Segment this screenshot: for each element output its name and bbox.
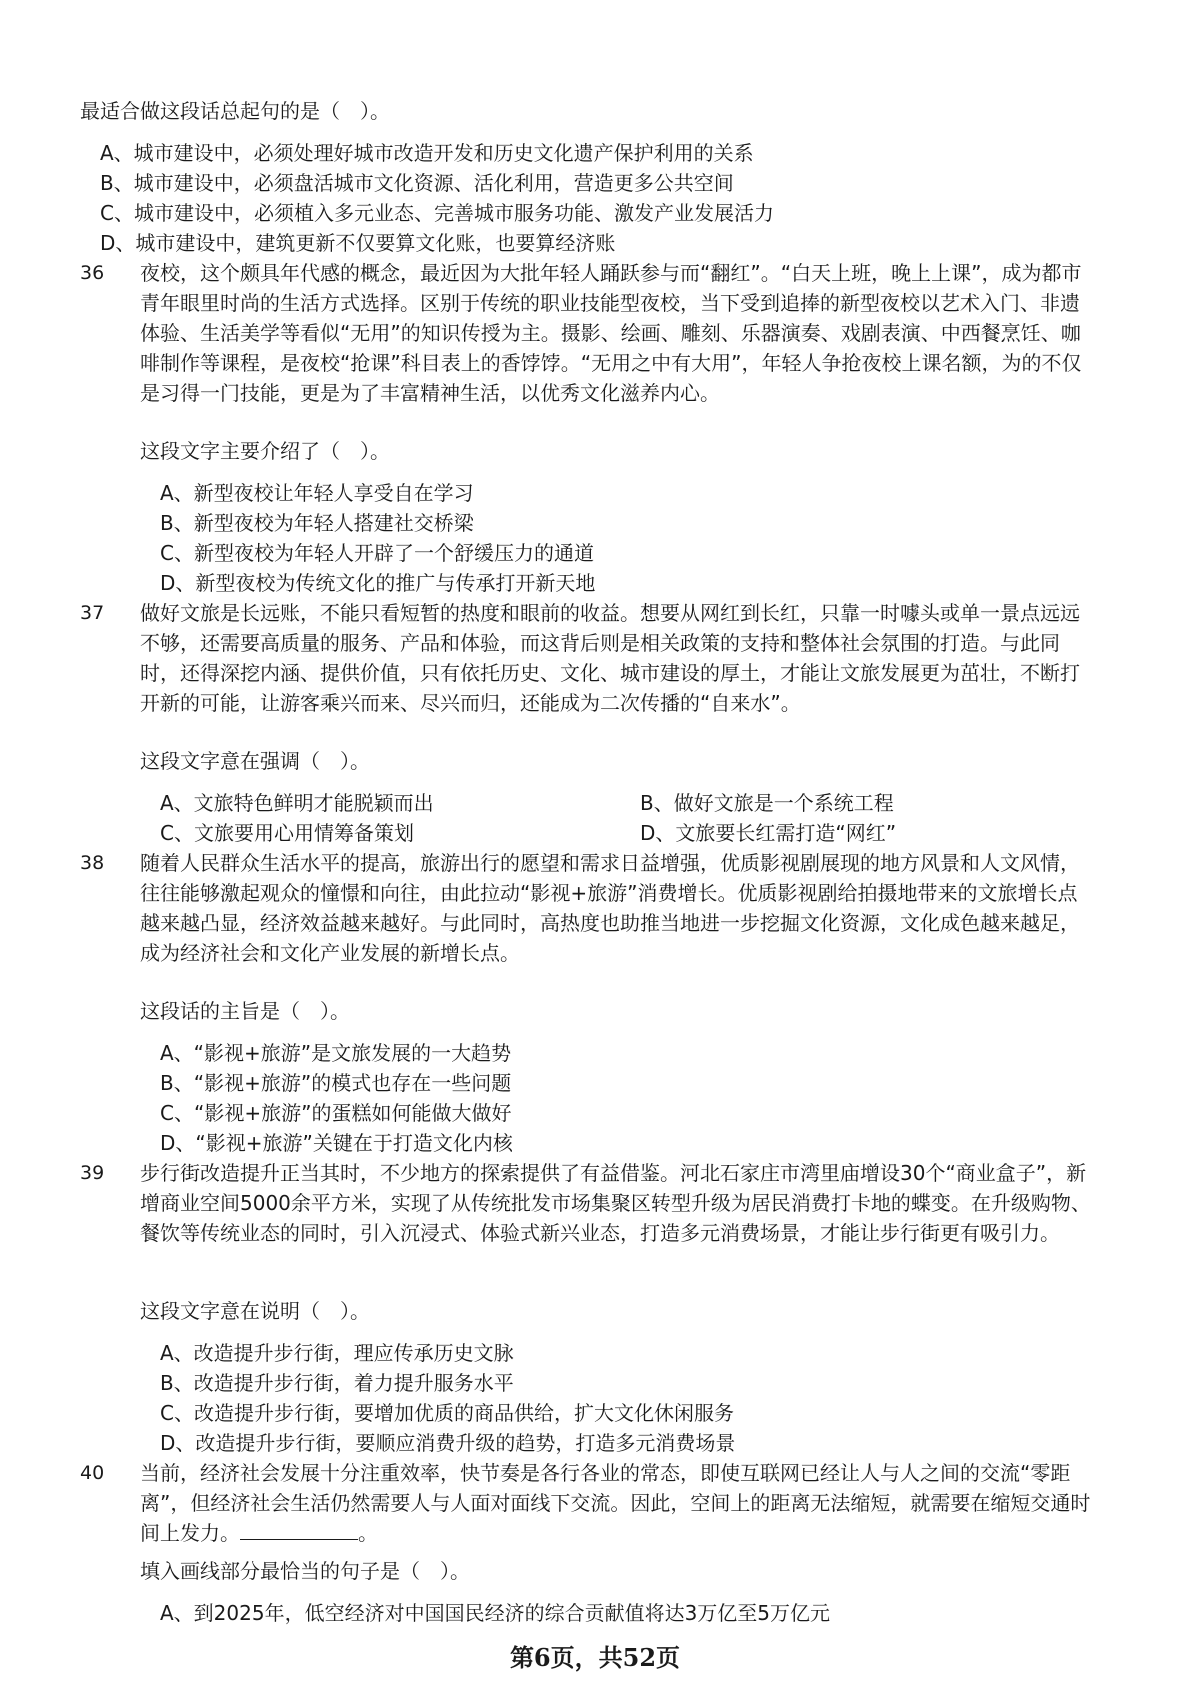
q37-option-a: A、文旅特色鲜明才能脱颖而出 [160, 791, 434, 815]
q36-option-a: A、新型夜校让年轻人享受自在学习 [160, 481, 474, 505]
q38-option-b: B、“影视+旅游”的模式也存在一些问题 [160, 1071, 512, 1095]
question-number: 38 [80, 852, 105, 874]
q39-passage: 步行街改造提升正当其时，不少地方的探索提供了有益借鉴。河北石家庄市湾里庙增设30个“商业盒子”，新增商业空间5000余平方米，实现了从传统批发市场集聚区转型升级为居民消费打卡地的蝶变。在升级购物、餐饮等传统业态的同时，引入沉浸式、体验式新兴业态，打造多元消费场景，才能让步行街更有吸引力。 [140, 1161, 1091, 1245]
question-number: 37 [80, 602, 105, 624]
q40-question: 填入画线部分最恰当的句子是（ ）。 [140, 1559, 470, 1583]
q35-question: 最适合做这段话总起句的是（ ）。 [80, 99, 390, 123]
q37-question: 这段文字意在强调（ ）。 [140, 749, 370, 773]
question-number: 40 [80, 1462, 105, 1484]
page-footer: 第6页，共52页 [509, 1643, 681, 1672]
q40-passage-text: 当前，经济社会发展十分注重效率，快节奏是各行各业的常态，即使互联网已经让人与人之间的交流“零距离”，但经济社会生活仍然需要人与人面对面线下交流。因此，空间上的距离无法缩短，就需要在缩短交通时间上发力。 [140, 1461, 1091, 1545]
q37-option-b: B、做好文旅是一个系统工程 [640, 791, 894, 815]
q36-option-b: B、新型夜校为年轻人搭建社交桥梁 [160, 511, 474, 535]
q36-option-d: D、新型夜校为传统文化的推广与传承打开新天地 [160, 571, 596, 595]
q35-option-c: C、城市建设中，必须植入多元业态、完善城市服务功能、激发产业发展活力 [100, 201, 774, 225]
q36-option-c: C、新型夜校为年轻人开辟了一个舒缓压力的通道 [160, 541, 594, 565]
question-number: 39 [80, 1162, 105, 1184]
q38-question: 这段话的主旨是（ ）。 [140, 999, 350, 1023]
q36-question: 这段文字主要介绍了（ ）。 [140, 439, 390, 463]
q38-option-d: D、“影视+旅游”关键在于打造文化内核 [160, 1131, 513, 1155]
q37-option-d: D、文旅要长红需打造“网红” [640, 821, 897, 845]
q39-option-a: A、改造提升步行街，理应传承历史文脉 [160, 1341, 514, 1365]
q36-passage: 夜校，这个颇具年代感的概念，最近因为大批年轻人踊跃参与而“翻红”。“白天上班，晚上上课”，成为都市青年眼里时尚的生活方式选择。区别于传统的职业技能型夜校，当下受到追捧的新型夜校以艺术入门、非遗体验、生活美学等看似“无用”的知识传授为主。摄影、绘画、雕刻、乐器演奏、戏剧表演、中西餐烹饪、咖啡制作等课程，是夜校“抢课”科目表上的香饽饽。“无用之中有大用”，年轻人争抢夜校上课名额，为的不仅是习得一门技能，更是为了丰富精神生活，以优秀文化滋养内心。 [140, 261, 1082, 405]
q40-passage-end: 。 [358, 1521, 378, 1545]
q39-option-c: C、改造提升步行街，要增加优质的商品供给，扩大文化休闲服务 [160, 1401, 734, 1425]
q38-option-c: C、“影视+旅游”的蛋糕如何能做大做好 [160, 1101, 512, 1125]
q39-option-b: B、改造提升步行街，着力提升服务水平 [160, 1371, 514, 1395]
q37-passage: 做好文旅是长远账，不能只看短暂的热度和眼前的收益。想要从网红到长红，只靠一时噱头或单一景点远远不够，还需要高质量的服务、产品和体验，而这背后则是相关政策的支持和整体社会氛围的打造。与此同时，还得深挖内涵、提供价值，只有依托历史、文化、城市建设的厚土，才能让文旅发展更为茁壮，不断打开新的可能，让游客乘兴而来、尽兴而归，还能成为二次传播的“自来水”。 [140, 601, 1080, 715]
q37-option-c: C、文旅要用心用情筹备策划 [160, 821, 414, 845]
question-number: 36 [80, 262, 105, 284]
q40-option-a: A、到2025年，低空经济对中国国民经济的综合贡献值将达3万亿至5万亿元 [160, 1601, 831, 1625]
q39-option-d: D、改造提升步行街，要顺应消费升级的趋势，打造多元消费场景 [160, 1431, 736, 1455]
q40-passage [140, 1458, 1095, 1548]
q35-option-a: A、城市建设中，必须处理好城市改造开发和历史文化遗产保护利用的关系 [100, 141, 754, 165]
fill-in-blank [240, 1521, 358, 1540]
q39-question: 这段文字意在说明（ ）。 [140, 1299, 370, 1323]
q35-option-b: B、城市建设中，必须盘活城市文化资源、活化利用，营造更多公共空间 [100, 171, 734, 195]
q35-option-d: D、城市建设中，建筑更新不仅要算文化账，也要算经济账 [100, 231, 616, 255]
q38-option-a: A、“影视+旅游”是文旅发展的一大趋势 [160, 1041, 512, 1065]
q38-passage: 随着人民群众生活水平的提高，旅游出行的愿望和需求日益增强，优质影视剧展现的地方风景和人文风情，往往能够激起观众的憧憬和向往，由此拉动“影视+旅游”消费增长。优质影视剧给拍摄地带来的文旅增长点越来越凸显，经济效益越来越好。与此同时，高热度也助推当地进一步挖掘文化资源，文化成色越来越足，成为经济社会和文化产业发展的新增长点。 [140, 851, 1080, 965]
